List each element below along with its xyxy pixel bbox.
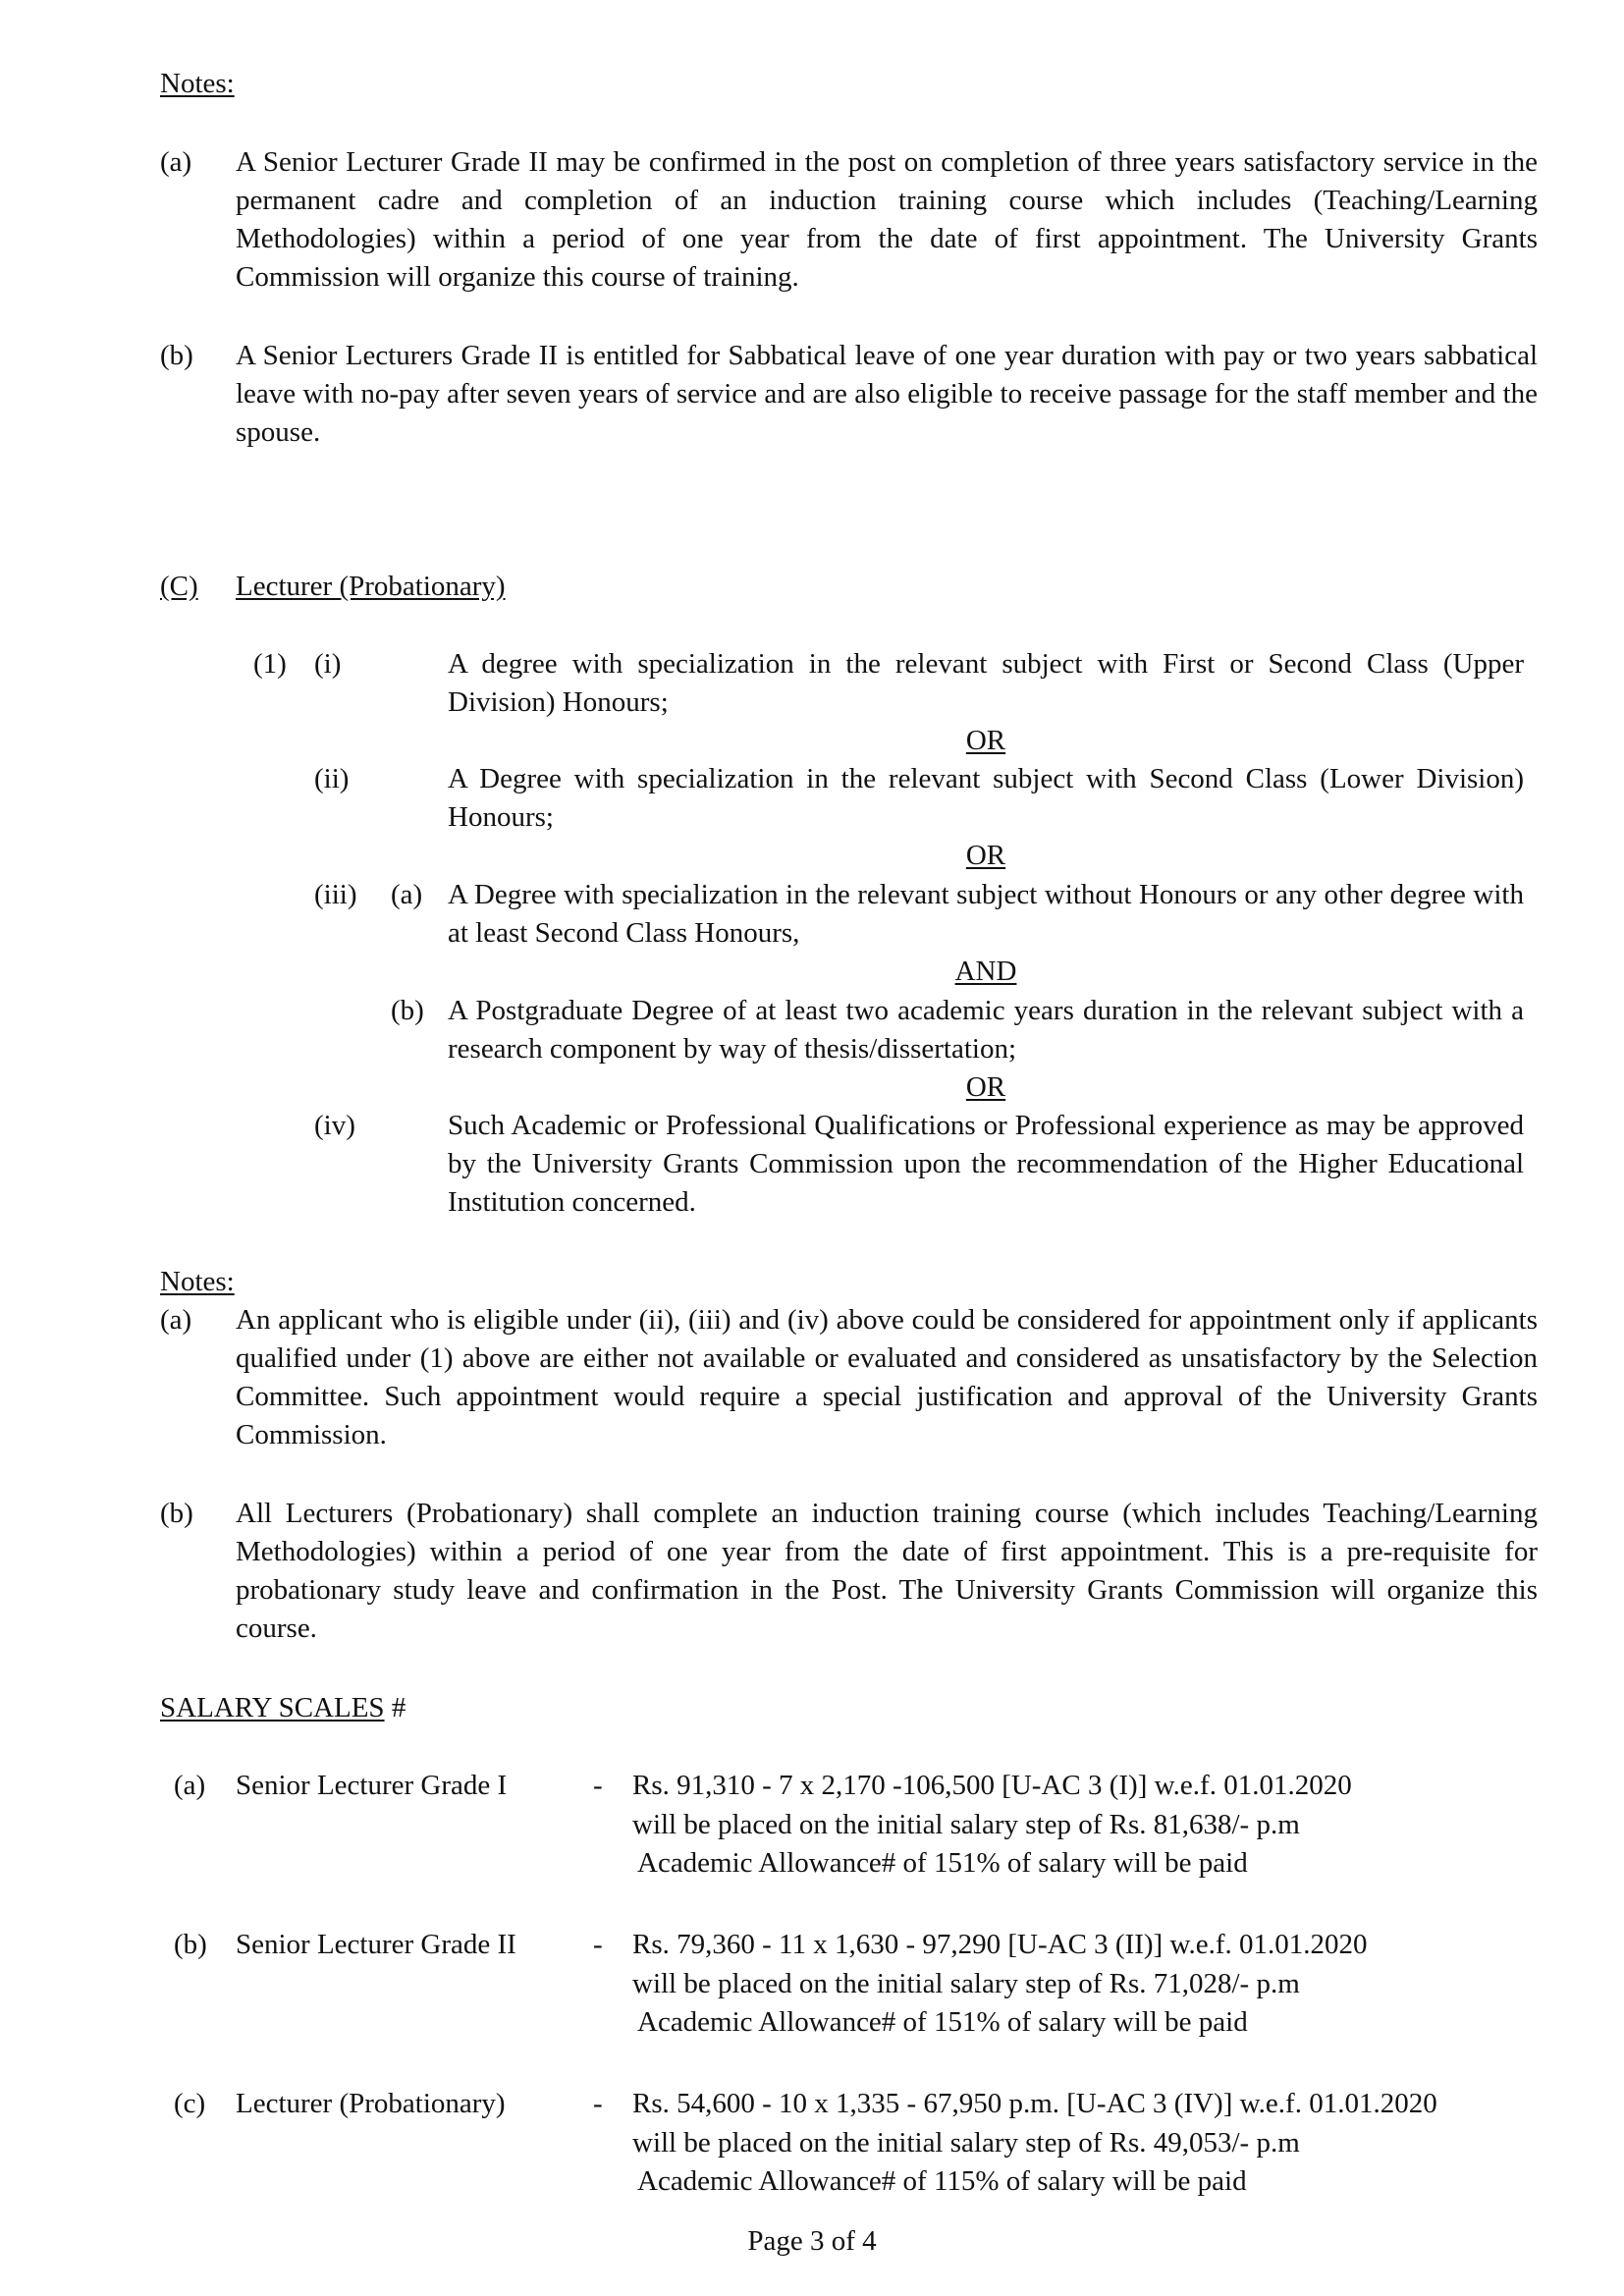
salary-c-dash: - (593, 2088, 603, 2119)
note-1a-text: A Senior Lecturer Grade II may be confirmed in the post on completion of three years satisfactory service in the permanent cadre and completion of an induction training course which includes (Teaching/Learning Methodologies) within a period of one year from the date of first appointment. The University Grants Commission will organize this course of training. (236, 146, 1538, 293)
or-separator-1: OR (965, 725, 1006, 756)
qualification-iv-number: (iv) (314, 1110, 355, 1141)
salary-a-scale: Rs. 91,310 - 7 x 2,170 -106,500 [U-AC 3 (I)] w.e.f. 01.01.2020 (632, 1770, 1352, 1801)
or-separator-3: OR (965, 1071, 1006, 1103)
qualification-iii-b-text: A Postgraduate Degree of at least two academic years duration in the relevant subject with a research component by way of thesis/dissertation; (448, 995, 1524, 1065)
salary-a-initial-step: will be placed on the initial salary step of Rs. 81,638/- p.m (632, 1809, 1300, 1840)
salary-b-allowance: Academic Allowance# of 151% of salary will be paid (637, 2006, 1248, 2038)
salary-c-scale: Rs. 54,600 - 10 x 1,335 - 67,950 p.m. [U-AC 3 (IV)] w.e.f. 01.01.2020 (632, 2088, 1437, 2119)
note-2b-text: All Lecturers (Probationary) shall complete an induction training course (which includes Teaching/Learning Methodologies) within a period of one year from the date of first appointment. This is a pre-requisite for probationary study leave and confirmation in the Post. The University Grants Commission will organize this course. (236, 1498, 1538, 1644)
salary-c-initial-step: will be placed on the initial salary step of Rs. 49,053/- p.m (632, 2127, 1300, 2159)
salary-c-letter: (c) (174, 2088, 206, 2119)
qualification-iii-a-number: (a) (391, 879, 423, 910)
qualification-i-text: A degree with specialization in the relevant subject with First or Second Class (Upper Division) Honours; (448, 648, 1524, 718)
qualification-i-number: (i) (314, 648, 342, 680)
salary-a-title: Senior Lecturer Grade I (236, 1770, 508, 1801)
salary-b-dash: - (593, 1929, 603, 1960)
notes-heading-1: Notes: (160, 68, 235, 99)
section-c-label: (C) (160, 571, 198, 602)
note-1b-text: A Senior Lecturers Grade II is entitled for Sabbatical leave of one year duration with pay or two years sabbatical leave with no-pay after seven years of service and are also eligible to receive passage for the staff member and the spouse. (236, 340, 1538, 448)
note-2a-letter: (a) (160, 1304, 192, 1336)
note-1a-letter: (a) (160, 146, 192, 178)
or-separator-2: OR (965, 840, 1006, 871)
salary-scales-heading (160, 1689, 406, 1727)
salary-a-dash: - (593, 1770, 603, 1801)
qualification-iii-a-text: A Degree with specialization in the relevant subject without Honours or any other degree with at least Second Class Honours, (448, 879, 1524, 949)
note-2b-letter: (b) (160, 1498, 193, 1529)
salary-b-scale: Rs. 79,360 - 11 x 1,630 - 97,290 [U-AC 3 (II)] w.e.f. 01.01.2020 (632, 1929, 1368, 1960)
salary-b-letter: (b) (174, 1929, 207, 1960)
and-separator: AND (954, 956, 1017, 987)
note-2a-text: An applicant who is eligible under (ii), (iii) and (iv) above could be considered for appointment only if applicants qualified under (1) above are either not available or evaluated and considered as unsatisfactory by the Selection Committee. Such appointment would require a special justification and approval of the University Grants Commission. (236, 1304, 1538, 1450)
qualification-iv-text: Such Academic or Professional Qualifications or Professional experience as may be approved by the University Grants Commission upon the recommendation of the Higher Educational Institution concerned. (448, 1110, 1524, 1218)
salary-c-allowance: Academic Allowance# of 115% of salary will be paid (637, 2165, 1247, 2197)
page-number: Page 3 of 4 (747, 2225, 877, 2257)
qualification-ii-number: (ii) (314, 763, 350, 794)
salary-a-letter: (a) (174, 1770, 206, 1801)
salary-b-title: Senior Lecturer Grade II (236, 1929, 516, 1960)
qualification-ii-text: A Degree with specialization in the relevant subject with Second Class (Lower Division) Honours; (448, 763, 1524, 833)
salary-scales-title: SALARY SCALES (160, 1692, 385, 1723)
salary-c-title: Lecturer (Probationary) (236, 2088, 506, 2119)
salary-scales-hash: # (384, 1692, 406, 1723)
qualification-iii-b-number: (b) (391, 995, 424, 1026)
note-1b-letter: (b) (160, 340, 193, 371)
salary-a-allowance: Academic Allowance# of 151% of salary will be paid (637, 1847, 1248, 1879)
section-c-title: Lecturer (Probationary) (236, 571, 506, 602)
salary-b-initial-step: will be placed on the initial salary step of Rs. 71,028/- p.m (632, 1968, 1300, 1999)
qualification-iii-number: (iii) (314, 879, 357, 910)
notes-heading-2: Notes: (160, 1266, 235, 1297)
qualification-1-number: (1) (253, 648, 287, 680)
